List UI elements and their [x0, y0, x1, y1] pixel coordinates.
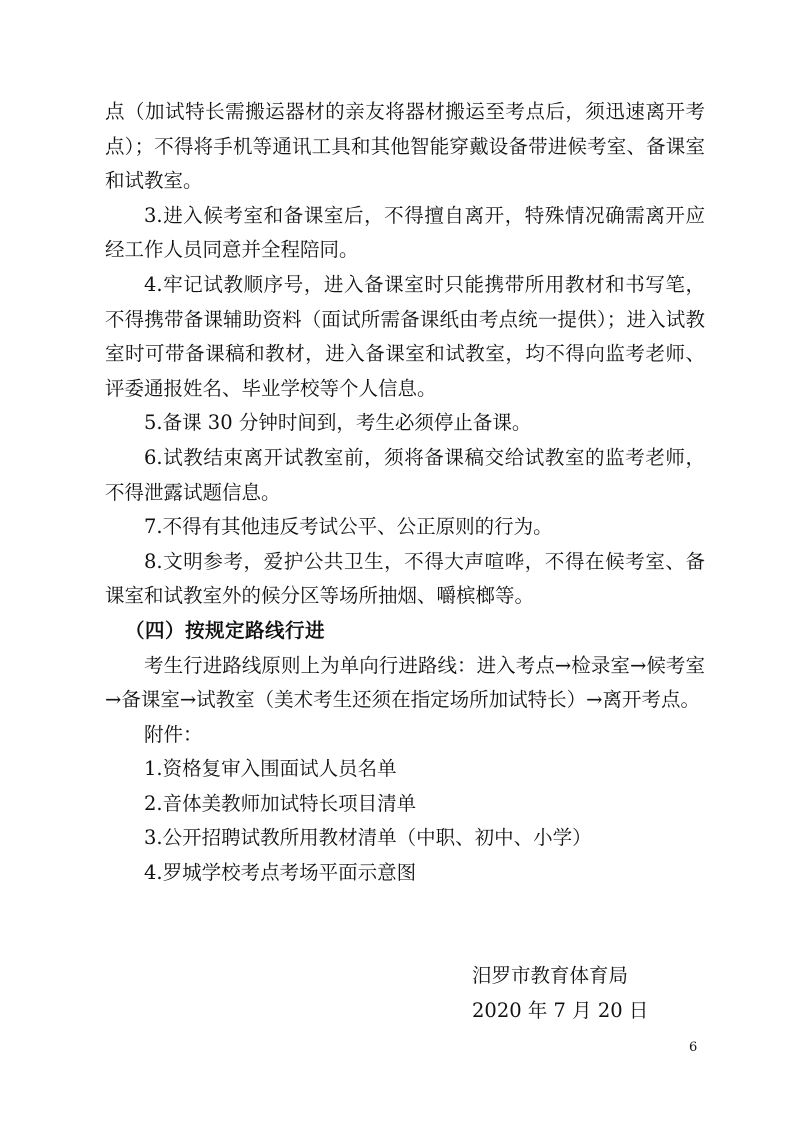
document-body — [105, 95, 705, 891]
attachment-item: 1.资格复审入围面试人员名单 — [144, 757, 397, 781]
paragraph-rule-8: 8.文明参考，爱护公共卫生，不得大声喧哗，不得在候考室、备课室和试教室外的候分区等场所抽烟、嚼槟榔等。 — [105, 549, 705, 608]
paragraph-rule-7: 7.不得有其他违反考试公平、公正原则的行为。 — [144, 515, 553, 539]
signature-block — [472, 958, 648, 1028]
paragraph-rule-5: 5.备课 30 分钟时间到，考生必须停止备课。 — [144, 411, 532, 435]
signature-date: 2020 年 7 月 20 日 — [472, 999, 649, 1022]
paragraph-rule-6: 6.试教结束离开试教室前，须将备课稿交给试教室的监考老师，不得泄露试题信息。 — [105, 445, 705, 504]
attachments-label: 附件： — [144, 722, 203, 746]
page-number: 6 — [689, 1040, 698, 1055]
attachment-item: 4.罗城学校考点考场平面示意图 — [144, 861, 417, 885]
paragraph-rule-3: 3.进入候考室和备课室后，不得擅自离开，特殊情况确需离开应经工作人员同意并全程陪同。 — [105, 203, 705, 262]
section-heading: （四）按规定路线行进 — [125, 618, 326, 642]
route-paragraph: 考生行进路线原则上为单向行进路线：进入考点→检录室→候考室→备课室→试教室（美术考生还须在指定场所加试特长）→离开考点。 — [105, 653, 705, 712]
paragraph-continuation: 点（加试特长需搬运器材的亲友将器材搬运至考点后，须迅速离开考点）；不得将手机等通讯工具和其他智能穿戴设备带进候考室、备课室和试教室。 — [105, 100, 705, 193]
attachment-item: 3.公开招聘试教所用教材清单（中职、初中、小学） — [144, 826, 592, 850]
signature-organization: 汨罗市教育体育局 — [472, 964, 629, 987]
paragraph-rule-4: 4.牢记试教顺序号，进入备课室时只能携带所用教材和书写笔，不得携带备课辅助资料（面试所需备课纸由考点统一提供）；进入试教室时可带备课稿和教材，进入备课室和试教室，均不得向监考老师、评委通报姓名、毕业学校等个人信息。 — [105, 272, 705, 400]
attachment-item: 2.音体美教师加试特长项目清单 — [144, 791, 417, 815]
